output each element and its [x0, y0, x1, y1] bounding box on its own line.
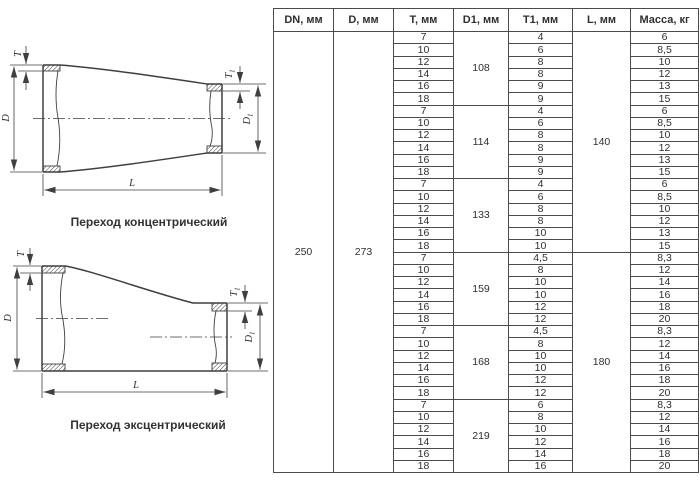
- cell-d1: 168: [454, 326, 509, 400]
- cell-l: 180: [573, 252, 631, 473]
- cell-t: 18: [394, 460, 454, 472]
- eccentric-reducer-drawing: [3, 248, 268, 432]
- cell-mass: 12: [631, 264, 699, 276]
- cell-t: 18: [394, 166, 454, 178]
- cell-t: 12: [394, 277, 454, 289]
- hatch-wall: [42, 364, 65, 371]
- cell-t: 18: [394, 387, 454, 399]
- cell-mass: 12: [631, 215, 699, 227]
- reducer-drawings-svg: [0, 0, 273, 483]
- cell-mass: 15: [631, 93, 699, 105]
- dim-label-t1: $T_1$: [224, 69, 237, 79]
- cell-t1: 4: [509, 105, 573, 117]
- cell-t: 16: [394, 81, 454, 93]
- cell-mass: 16: [631, 289, 699, 301]
- cell-t: 10: [394, 338, 454, 350]
- cell-mass: 8,3: [631, 326, 699, 338]
- cell-mass: 14: [631, 350, 699, 362]
- cell-t1: 14: [509, 448, 573, 460]
- cell-t1: 4,5: [509, 252, 573, 264]
- cell-t1: 4: [509, 179, 573, 191]
- cell-mass: 16: [631, 436, 699, 448]
- cell-t: 12: [394, 350, 454, 362]
- cell-t: 18: [394, 93, 454, 105]
- cell-mass: 20: [631, 387, 699, 399]
- hatch-wall: [207, 146, 222, 153]
- cell-t: 7: [394, 326, 454, 338]
- cell-t: 16: [394, 154, 454, 166]
- cell-t1: 8: [509, 338, 573, 350]
- dim-label-d: D: [1, 114, 12, 122]
- cell-t: 14: [394, 142, 454, 154]
- cell-t: 7: [394, 179, 454, 191]
- cell-t1: 10: [509, 350, 573, 362]
- cell-t1: 6: [509, 117, 573, 129]
- cell-t: 18: [394, 313, 454, 325]
- col-header-mass: Масса, кг: [631, 9, 699, 32]
- cell-t1: 12: [509, 375, 573, 387]
- dim-label-d: D: [3, 314, 14, 322]
- cell-mass: 14: [631, 277, 699, 289]
- cell-d1: 219: [454, 399, 509, 473]
- cell-t1: 10: [509, 362, 573, 374]
- hatch-wall: [212, 303, 227, 311]
- cell-t1: 4: [509, 32, 573, 44]
- col-header-t1: T1, мм: [509, 9, 573, 32]
- cell-t1: 6: [509, 191, 573, 203]
- cell-mass: 10: [631, 130, 699, 142]
- cell-t1: 9: [509, 154, 573, 166]
- hatch-wall: [43, 166, 60, 172]
- cell-d: 273: [334, 32, 394, 473]
- cell-mass: 15: [631, 240, 699, 252]
- cell-mass: 14: [631, 424, 699, 436]
- cell-t1: 12: [509, 387, 573, 399]
- cell-t1: 8: [509, 56, 573, 68]
- cell-t1: 10: [509, 228, 573, 240]
- cell-t1: 8: [509, 203, 573, 215]
- cell-d1: 114: [454, 105, 509, 179]
- cell-mass: 12: [631, 411, 699, 423]
- cell-t1: 8: [509, 68, 573, 80]
- cell-t1: 9: [509, 81, 573, 93]
- dim-label-l: L: [133, 380, 139, 391]
- dim-label-t: T: [16, 251, 27, 257]
- dim-label-l: L: [129, 178, 135, 189]
- cell-t1: 10: [509, 424, 573, 436]
- dim-label-t: T: [13, 51, 24, 57]
- cell-dn: 250: [274, 32, 334, 473]
- col-header-t: T, мм: [394, 9, 454, 32]
- cell-t: 16: [394, 301, 454, 313]
- col-header-l: L, мм: [573, 9, 631, 32]
- cell-mass: 12: [631, 142, 699, 154]
- cell-t1: 9: [509, 166, 573, 178]
- col-header-dn: DN, мм: [274, 9, 334, 32]
- cell-t1: 8: [509, 264, 573, 276]
- cell-t: 10: [394, 44, 454, 56]
- cell-mass: 12: [631, 68, 699, 80]
- cell-t: 14: [394, 362, 454, 374]
- cell-mass: 13: [631, 154, 699, 166]
- cell-t: 7: [394, 399, 454, 411]
- dim-label-t1: $T_1$: [229, 287, 242, 297]
- cell-mass: 8,5: [631, 44, 699, 56]
- cell-mass: 6: [631, 105, 699, 117]
- cell-d1: 108: [454, 32, 509, 106]
- cell-mass: 10: [631, 203, 699, 215]
- cell-mass: 10: [631, 56, 699, 68]
- cell-t1: 4,5: [509, 326, 573, 338]
- cell-mass: 20: [631, 313, 699, 325]
- cell-t1: 6: [509, 399, 573, 411]
- cell-t1: 9: [509, 93, 573, 105]
- cell-mass: 20: [631, 460, 699, 472]
- cell-mass: 13: [631, 228, 699, 240]
- col-header-d: D, мм: [334, 9, 394, 32]
- cell-mass: 15: [631, 166, 699, 178]
- cell-mass: 8,3: [631, 399, 699, 411]
- cell-t: 14: [394, 215, 454, 227]
- cell-t1: 10: [509, 289, 573, 301]
- cell-t: 10: [394, 264, 454, 276]
- cell-mass: 12: [631, 338, 699, 350]
- cell-mass: 8,3: [631, 252, 699, 264]
- hatch-wall: [207, 84, 222, 91]
- table-header-row: [274, 9, 699, 32]
- cell-t: 7: [394, 32, 454, 44]
- dim-label-d1: $D_1$: [244, 331, 257, 343]
- concentric-reducer-drawing: [1, 46, 266, 229]
- cell-t: 14: [394, 289, 454, 301]
- cell-t1: 8: [509, 142, 573, 154]
- table-body: [274, 32, 699, 473]
- cell-t1: 12: [509, 301, 573, 313]
- cell-t1: 8: [509, 215, 573, 227]
- cell-t: 14: [394, 68, 454, 80]
- cell-t: 12: [394, 424, 454, 436]
- dim-label-d1: $D_1$: [242, 113, 255, 125]
- cell-d1: 133: [454, 179, 509, 253]
- cell-t1: 8: [509, 411, 573, 423]
- cell-t1: 10: [509, 240, 573, 252]
- eccentric-caption: Переход эксцентрический: [70, 418, 226, 432]
- cell-t1: 16: [509, 460, 573, 472]
- cell-mass: 16: [631, 362, 699, 374]
- cell-t: 18: [394, 240, 454, 252]
- cell-t: 7: [394, 105, 454, 117]
- cell-mass: 18: [631, 448, 699, 460]
- hatch-wall: [212, 363, 227, 371]
- cell-mass: 8,5: [631, 117, 699, 129]
- hatch-wall: [42, 266, 65, 273]
- concentric-caption: Переход концентрический: [70, 215, 228, 229]
- cell-t: 16: [394, 228, 454, 240]
- cell-t: 12: [394, 56, 454, 68]
- cell-t1: 6: [509, 44, 573, 56]
- cell-mass: 8,5: [631, 191, 699, 203]
- cell-t: 10: [394, 191, 454, 203]
- cell-t: 16: [394, 448, 454, 460]
- cell-t1: 12: [509, 436, 573, 448]
- cell-t: 14: [394, 436, 454, 448]
- cell-t: 12: [394, 130, 454, 142]
- cell-t1: 12: [509, 313, 573, 325]
- cell-mass: 18: [631, 301, 699, 313]
- cell-mass: 6: [631, 179, 699, 191]
- cell-t: 10: [394, 411, 454, 423]
- cell-t: 12: [394, 203, 454, 215]
- technical-drawings-panel: [0, 0, 273, 483]
- cell-t1: 8: [509, 130, 573, 142]
- cell-t: 7: [394, 252, 454, 264]
- cell-d1: 159: [454, 252, 509, 326]
- cell-l: 140: [573, 32, 631, 253]
- cell-t1: 10: [509, 277, 573, 289]
- hatch-wall: [43, 65, 60, 71]
- dimensions-table: [273, 8, 699, 473]
- cell-mass: 13: [631, 81, 699, 93]
- cell-mass: 6: [631, 32, 699, 44]
- cell-mass: 18: [631, 375, 699, 387]
- cell-t: 10: [394, 117, 454, 129]
- cell-t: 16: [394, 375, 454, 387]
- col-header-d1: D1, мм: [454, 9, 509, 32]
- table-row: [274, 32, 699, 44]
